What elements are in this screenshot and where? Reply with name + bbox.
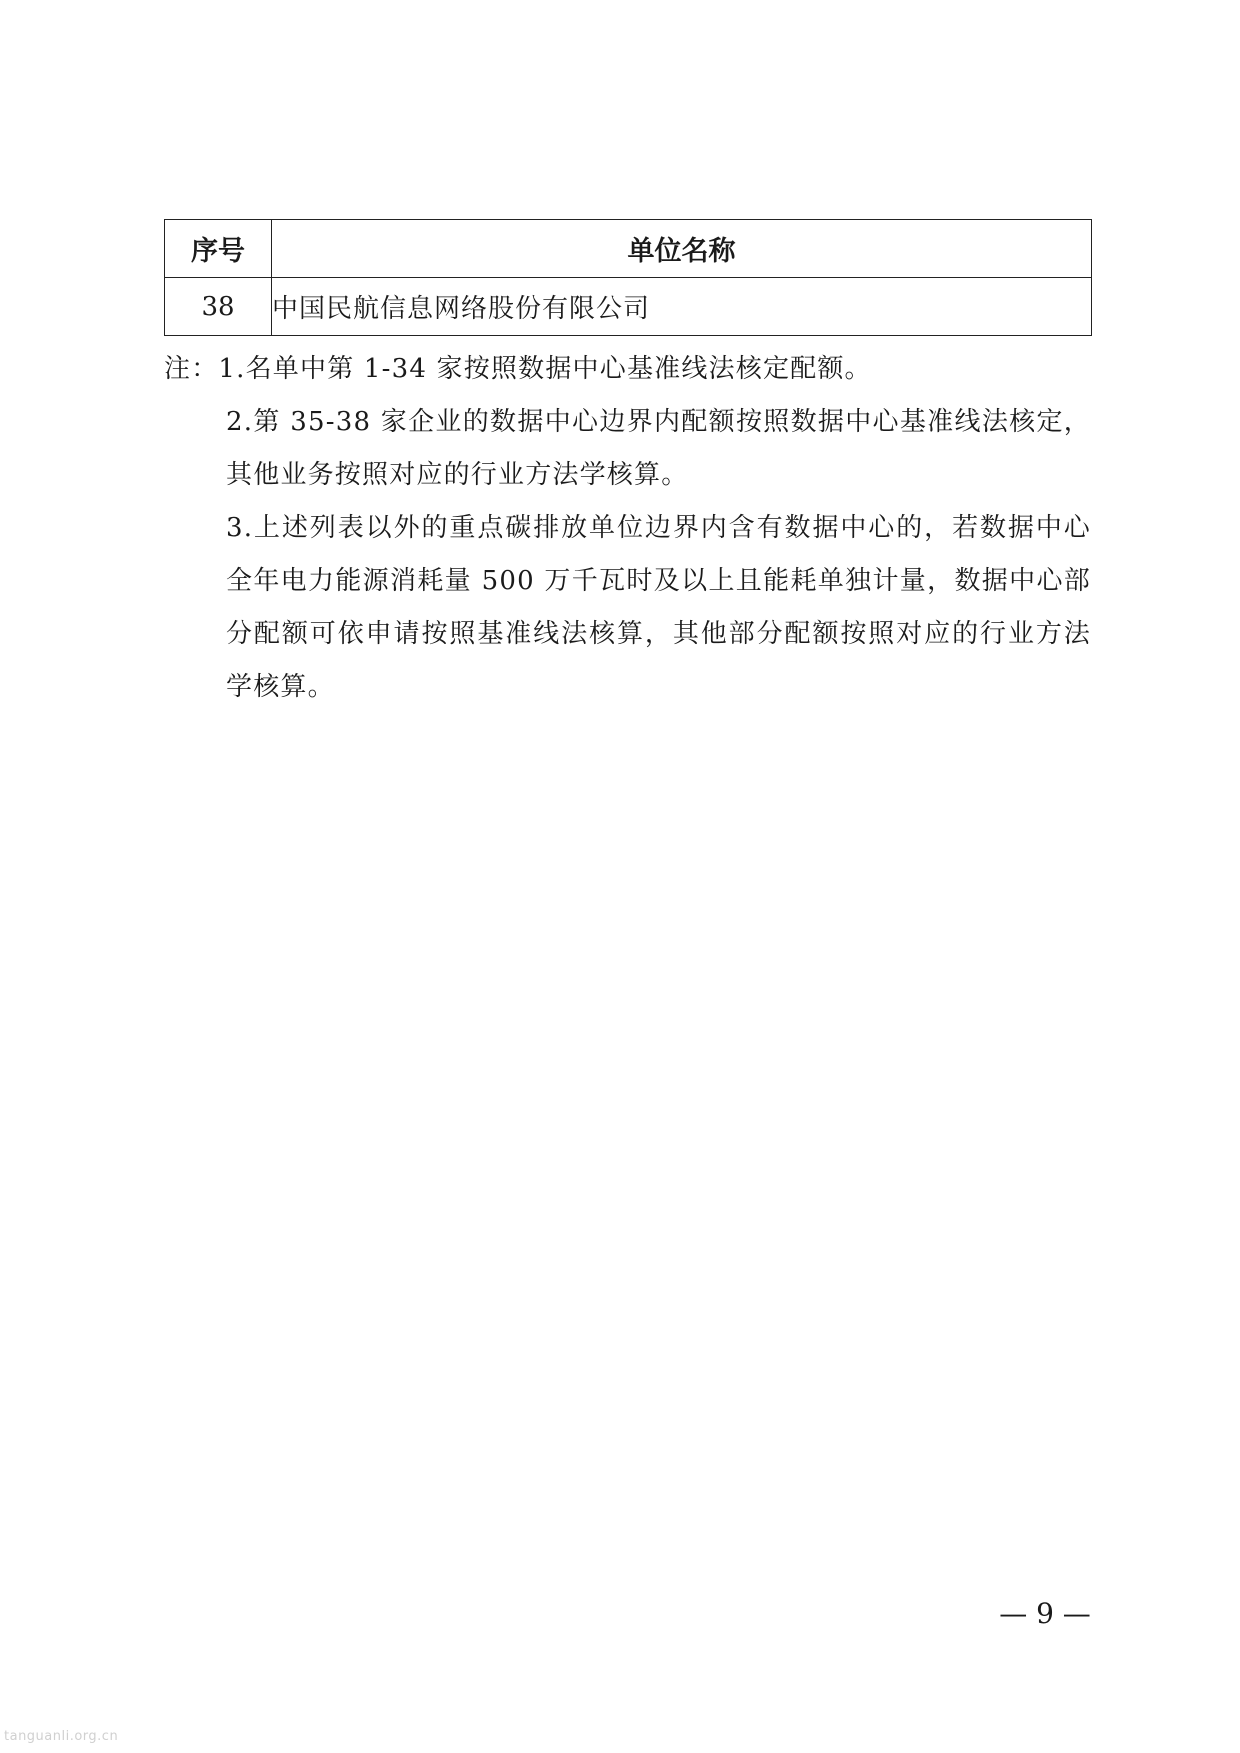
notes-section — [164, 343, 1091, 714]
page-number: — 9 — — [999, 1597, 1091, 1630]
note-2: 2.第 35-38 家企业的数据中心边界内配额按照数据中心基准线法核定，其他业务按照对应的行业方法学核算。 — [226, 407, 1091, 490]
header-unit-name: 单位名称 — [272, 220, 1092, 278]
note-1: 注：1.名单中第 1-34 家按照数据中心基准线法核定配额。 — [164, 354, 872, 384]
header-serial-number: 序号 — [165, 220, 272, 278]
row-unit-name: 中国民航信息网络股份有限公司 — [272, 278, 1092, 336]
table-row — [165, 278, 1092, 336]
row-serial-number: 38 — [165, 278, 272, 336]
unit-list-table — [164, 219, 1092, 336]
watermark: tanguanli.org.cn — [4, 1729, 119, 1744]
table-header-row — [165, 220, 1092, 278]
note-3: 3.上述列表以外的重点碳排放单位边界内含有数据中心的，若数据中心全年电力能源消耗量 500 万千瓦时及以上且能耗单独计量，数据中心部分配额可依申请按照基准线法核算，其他部分配额按照对应的行业方法学核算。 — [226, 513, 1091, 702]
